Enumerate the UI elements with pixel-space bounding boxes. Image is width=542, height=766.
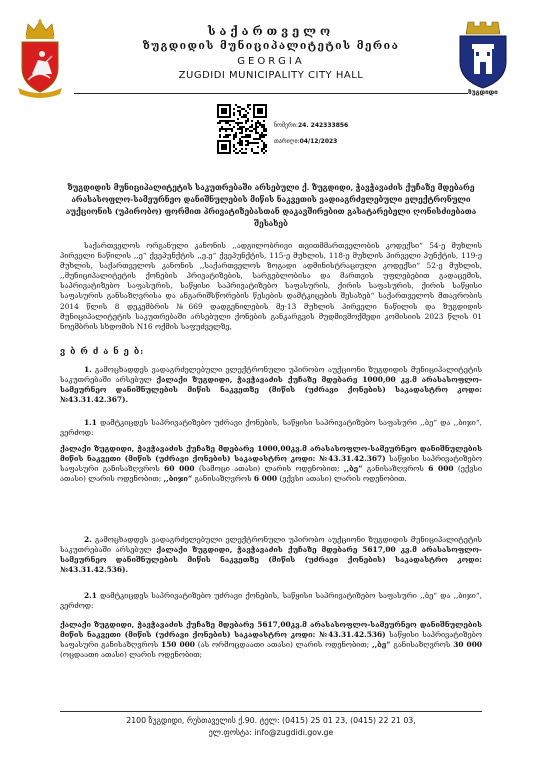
item-1-1-price-label: საწყისი საპრივატიზებო საფასური განისაზღვროს xyxy=(60,454,482,474)
item-2-1-price-words: (ას ორმოცდაათი ათასი) ლარის ოდენობით; xyxy=(194,640,372,650)
item-1-1-number: 1.1 xyxy=(84,418,97,427)
item-2-1-number: 2.1 xyxy=(84,591,97,600)
item-2 xyxy=(60,535,482,575)
item-2-1-deposit-label: ,,ბე“ xyxy=(372,640,391,650)
item-2-1-deposit-text: განისაზღვროს xyxy=(390,640,454,650)
document-title: ზუგდიდის მუნიციპალიტეტის საკუთრებაში არსებული ქ. ზუგდიდი, ჭავჭავაძის ქუჩაზე მდებარე არასასოფლო-სამეურნეო დანიშნულების მიწის ნაკვეთის ვადიაგრძელებული ელექტრონული აუქციონის (უპირობო) ფორმით პრივატიზებასთან დაკავშირებით გასატარებელი ღონისძიებათა შესახებ xyxy=(65,183,477,228)
item-1-1 xyxy=(60,418,482,438)
footer-divider xyxy=(60,711,482,712)
item-1-1-step-text: განისაზღვროს xyxy=(192,474,254,484)
item-2-1-deposit: 30 000 xyxy=(453,640,482,650)
item-1-1-step-words: (ექვსი ათასი) ლარის ოდენობით. xyxy=(277,474,407,484)
document-date-value: 04/12/2023 xyxy=(299,138,338,145)
item-1-1-price: 60 000 xyxy=(164,464,195,474)
item-1-1-deposit: 6 000 xyxy=(428,464,454,474)
document-number xyxy=(274,122,348,129)
intro-paragraph xyxy=(60,241,482,332)
item-2-1-property: ქალაქი ზუგდიდი, ჭავჭავაძის ქუჩაზე მდებარე 5617,00კვ.მ არასასოფლო-სამეურნეო დანიშნულების მიწის ნაკვეთი (მიწის (უძრავი ქონების) საკადასტრო კოდი: №43.31.42.536) xyxy=(60,620,482,640)
intro-text: საქართველოს ორგანული კანონის ,,ადგილობრივი თვითმმართველობის კოდექსი“ 54-ე მუხლის პირველი ნაწილის ,,ე“ ქვეპუნქტის ,,ე.ე“ ქვეპუნქტის, 115-ე მუხლის, 118-ე მუხლის პირველი პუნქტის, 119-ე მუხლის, საქართველოს კანონის ,,საქართველოს ზოგადი ადმინისტრაციული კოდექსი“ 52-ე მუხლის, ,,მუნიციპალიტეტის ქონების პრივატიზების, სარგებლობისა და მართვის უფლებებით გადაცემის, საპრივატიზებო საფასურის, საწყისი საპრივატიზებო საფასურის, ქირის საფასურის, ქირის საწყისი საფასურის განსაზღვრისა და ანგარიშსწორების წესების დამტკიცების შესახებ“ საქართველოს მთავრობის 2014 წლის 8 დეკემბრის №669 დადგენილების მე-13 მუხლის პირველი ნაწილის და ზუგდიდის მუნიციპალიტეტის საკუთრებაში არსებული ქონების განკარგვის მუდმივმოქმედი კომისიის 2023 წლის 01 ნოემბრის სხდომის N16 ოქმის საფუძველზე, xyxy=(60,241,482,331)
document-number-label: ნომერი: xyxy=(274,122,298,129)
item-2-1-details xyxy=(60,620,482,660)
item-1-1-price-words: (სამოცი ათასი) ლარის ოდენობით; xyxy=(194,464,344,474)
qr-code xyxy=(217,104,267,154)
item-1-1-property: ქალაქი ზუგდიდი, ჭავჭავაძის ქუჩაზე მდებარე 1000,00კვ.მ არასასოფლო-სამეურნეო დანიშნულების მიწის ნაკვეთი (მიწის (უძრავი ქონების) საკადასტრო კოდი: №43.31.42.367) xyxy=(60,444,482,464)
item-2-text: გამოცხადდეს ვადაგრძელებული ელექტრონული უპირობო აუქციონი ზუგდიდის მუნიციპალიტეტის საკუთრებაში არსებულ xyxy=(60,535,482,555)
item-2-property: ქალაქი ზუგდიდი, ჭავჭავაძის ქუჩაზე მდებარე 5617,00 კვ.მ არასასოფლო-სამეურნეო დანიშნულების მიწის ნაკვეთზე (მიწის (უძრავი ქონების) საკადასტრო კოდი: №43.31.42.536). xyxy=(60,545,482,575)
header-country-en: GEORGIA xyxy=(237,56,305,67)
item-1-number: 1. xyxy=(84,365,92,374)
item-2-1-price: 150 000 xyxy=(161,640,195,650)
item-1-1-deposit-text: განისაზღვროს xyxy=(362,464,429,474)
item-1-1-deposit-label: ,,ბე“ xyxy=(343,464,363,474)
decree-heading: ვ ბ რ ძ ა ნ ე ბ: xyxy=(60,347,145,357)
document-date xyxy=(274,138,337,145)
item-2-1-deposit-words: (ოცდაათი ათასი) ლარის ოდენობით; xyxy=(60,650,203,660)
header-country-ka: საქართველო xyxy=(207,24,335,38)
item-1-property: ქალაქი ზუგდიდი, ჭავჭავაძის ქუჩაზე მდებარე 1000,00 კვ.მ არასასოფლო-სამეურნეო დანიშნულების მიწის ნაკვეთზე (მიწის (უძრავი ქონების) საკადასტრო კოდი: №43.31.42.367). xyxy=(60,375,482,405)
item-1-1-step: 6 000 xyxy=(253,474,278,484)
footer-email: ელ.ფოსტა: info@zugdidi.gov.ge xyxy=(208,728,334,737)
item-2-1-text: დამტკიცდეს საპრივატიზებო უძრავი ქონების, საწყისი საპრივატიზებო საფასური ,,ბე“ და ,,ბიჯი“, ვერძოდ: xyxy=(60,591,482,611)
document-number-value: 24. 242333856 xyxy=(297,122,349,129)
item-1-1-details xyxy=(60,444,482,484)
header-municipality-en: ZUGDIDI MUNICIPALITY CITY HALL xyxy=(178,70,364,81)
item-1-1-text: დამტკიცდეს საპრივატიზებო უძრავი ქონების, საწყისი საპრივატიზებო საფასური ,,ბე“ და ,,ბიჯი“, ვერძოდ: xyxy=(60,418,482,438)
item-2-number: 2. xyxy=(84,535,92,544)
header-municipality-ka: ზუგდიდის მუნიციპალიტეტის მერია xyxy=(142,40,400,52)
item-1-1-deposit-words: (ექვსი ათასი) ლარის ოდენობით; xyxy=(60,464,482,484)
item-2-1-price-label: საწყისი საპრივატიზებო საფასური განისაზღვროს xyxy=(60,630,482,650)
zugdidi-emblem-label: ზუგდიდი xyxy=(468,88,498,96)
header-divider xyxy=(74,93,468,94)
item-1-1-step-label: ,,ბიჯი“ xyxy=(163,474,193,484)
document-date-label: თარიღი: xyxy=(274,138,300,145)
footer-address: 2100 ზუგდიდი, რუსთაველის ქ.90. ტელ: (0415) 25 01 23, (0415) 22 21 03, xyxy=(126,716,416,725)
item-1 xyxy=(60,365,482,405)
item-2-1 xyxy=(60,591,482,611)
item-1-text: გამოცხადდეს ვადაგრძელებული ელექტრონული უპირობო აუქციონი ზუგდიდის მუნიციპალიტეტის საკუთრებაში არსებულ xyxy=(60,365,482,385)
